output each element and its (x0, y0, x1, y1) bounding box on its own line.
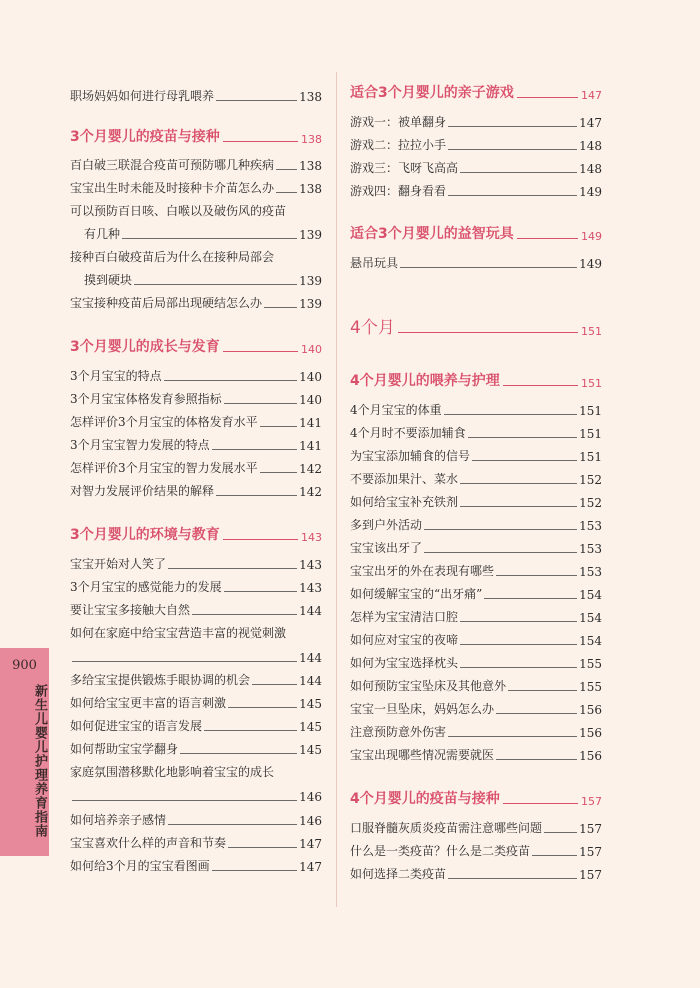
leader-line (460, 506, 577, 507)
toc-entry-line1[interactable] (70, 245, 322, 265)
leader-line (192, 614, 297, 615)
leader-line (168, 824, 297, 825)
entry-title: 如何给宝宝更丰富的语言刺激 (70, 696, 227, 710)
leader-line (517, 97, 578, 98)
chapter-title: 4个月 (350, 318, 395, 338)
entry-page: 144 (299, 651, 322, 665)
toc-entry[interactable] (70, 808, 322, 828)
entry-page: 145 (299, 697, 322, 711)
section-heading[interactable] (350, 219, 602, 243)
leader-line (216, 495, 297, 496)
entry-title: 多给宝宝提供锻炼手眼协调的机会 (70, 673, 251, 687)
entry-title: 宝宝出牙的外在表现有哪些 (350, 564, 495, 578)
section-page: 149 (581, 230, 602, 243)
entry-title: 职场妈妈如何进行母乳喂养 (70, 89, 215, 103)
leader-line (517, 238, 578, 239)
toc-entry-line2[interactable] (70, 268, 322, 288)
leader-line (496, 575, 577, 576)
entry-page: 152 (579, 473, 602, 487)
leader-line (444, 414, 577, 415)
section-title: 适合3个月婴儿的益智玩具 (350, 226, 514, 242)
leader-line (168, 568, 297, 569)
section-title: 适合3个月婴儿的亲子游戏 (350, 85, 514, 101)
entry-title: 游戏三：飞呀飞高高 (350, 161, 459, 175)
toc-entry[interactable] (70, 598, 322, 618)
entry-title: 对智力发展评价结果的解释 (70, 484, 215, 498)
toc-entry[interactable] (350, 628, 602, 648)
entry-page: 138 (299, 182, 322, 196)
entry-page: 156 (579, 749, 602, 763)
toc-entry[interactable] (70, 737, 322, 757)
section-page: 143 (301, 531, 322, 544)
toc-entry[interactable] (70, 364, 322, 384)
entry-page: 144 (299, 674, 322, 688)
leader-line (264, 307, 297, 308)
leader-line (224, 403, 297, 404)
entry-title: 如何选择二类疫苗 (350, 867, 447, 881)
entry-page: 153 (579, 542, 602, 556)
leader-line (468, 437, 577, 438)
toc-entry[interactable] (350, 559, 602, 579)
entry-page: 142 (299, 462, 322, 476)
entry-title: 怎样评价3个月宝宝的体格发育水平 (70, 415, 258, 429)
toc-entry[interactable] (70, 433, 322, 453)
toc-entry-line2[interactable] (70, 645, 322, 665)
toc-entry[interactable] (350, 156, 602, 176)
entry-title: 有几种 (84, 227, 121, 241)
entry-title: 3个月宝宝的特点 (70, 369, 162, 383)
entry-title: 宝宝接种疫苗后局部出现硬结怎么办 (70, 296, 263, 310)
entry-title: 游戏四：翻身看看 (350, 184, 447, 198)
leader-line (204, 730, 297, 731)
entry-title: 3个月宝宝智力发展的特点 (70, 438, 210, 452)
entry-title: 如何帮助宝宝学翻身 (70, 742, 179, 756)
toc-entry[interactable] (350, 816, 602, 836)
entry-title: 如何给宝宝补充铁剂 (350, 495, 459, 509)
toc-entry[interactable] (350, 605, 602, 625)
leader-line (508, 690, 577, 691)
section-title: 4个月婴儿的疫苗与接种 (350, 791, 500, 807)
entry-title: 悬吊玩具 (350, 256, 399, 270)
entry-title: 为宝宝添加辅食的信号 (350, 449, 471, 463)
entry-page: 154 (579, 588, 602, 602)
entry-page: 151 (579, 427, 602, 441)
leader-line (448, 126, 577, 127)
toc-entry[interactable] (350, 421, 602, 441)
section-page: 140 (301, 343, 322, 356)
entry-page: 138 (299, 90, 322, 104)
toc-entry[interactable] (70, 456, 322, 476)
section-page: 151 (581, 377, 602, 390)
entry-page: 157 (579, 845, 602, 859)
entry-title: 游戏一：被单翻身 (350, 115, 447, 129)
leader-line (260, 472, 297, 473)
entry-title: 可以预防百日咳、白喉以及破伤风的疫苗 (70, 204, 287, 218)
leader-line (72, 661, 297, 662)
entry-page: 149 (579, 185, 602, 199)
leader-line (460, 667, 577, 668)
toc-entry-line1[interactable] (70, 199, 322, 219)
section-title: 3个月婴儿的成长与发育 (70, 339, 220, 355)
entry-title: 如何在家庭中给宝宝营造丰富的视觉刺激 (70, 626, 287, 640)
toc-entry[interactable] (350, 720, 602, 740)
section-title: 3个月婴儿的环境与教育 (70, 527, 220, 543)
entry-title: 如何缓解宝宝的“出牙痛” (350, 587, 483, 601)
toc-entry[interactable] (70, 831, 322, 851)
entry-title: 注意预防意外伤害 (350, 725, 447, 739)
leader-line (164, 380, 297, 381)
entry-title: 游戏二：拉拉小手 (350, 138, 447, 152)
entry-title: 要让宝宝多接触大自然 (70, 603, 191, 617)
entry-title: 如何给3个月的宝宝看图画 (70, 859, 210, 873)
side-tab (0, 648, 49, 856)
leader-line (544, 832, 577, 833)
leader-line (532, 855, 577, 856)
entry-page: 147 (579, 116, 602, 130)
entry-page: 157 (579, 822, 602, 836)
entry-title: 宝宝出生时未能及时接种卡介苗怎么办 (70, 181, 275, 195)
entry-title: 家庭氛围潜移默化地影响着宝宝的成长 (70, 765, 275, 779)
entry-page: 145 (299, 743, 322, 757)
leader-line (276, 169, 297, 170)
entry-page: 149 (579, 257, 602, 271)
leader-line (122, 238, 297, 239)
entry-title: 口服脊髓灰质炎疫苗需注意哪些问题 (350, 821, 543, 835)
entry-page: 139 (299, 274, 322, 288)
leader-line (398, 332, 578, 333)
leader-line (212, 449, 297, 450)
toc-entry[interactable] (70, 479, 322, 499)
entry-title: 3个月宝宝的感觉能力的发展 (70, 580, 222, 594)
section-title: 4个月婴儿的喂养与护理 (350, 373, 500, 389)
toc-entry-line2[interactable] (70, 222, 322, 242)
leader-line (460, 483, 577, 484)
leader-line (472, 460, 577, 461)
chapter-heading[interactable] (350, 310, 602, 338)
leader-line (448, 878, 577, 879)
leader-line (448, 149, 577, 150)
entry-page: 145 (299, 720, 322, 734)
toc-entry[interactable] (350, 251, 602, 271)
toc-entry[interactable] (70, 552, 322, 572)
toc-entry[interactable] (70, 387, 322, 407)
leader-line (228, 847, 297, 848)
entry-title: 如何培养亲子感情 (70, 813, 167, 827)
book-title: 新生儿婴儿护理养育指南 (32, 684, 47, 838)
entry-page: 142 (299, 485, 322, 499)
entry-page: 147 (299, 837, 322, 851)
toc-entry[interactable] (70, 854, 322, 874)
section-heading[interactable] (350, 78, 602, 102)
toc-entry-line1[interactable] (70, 621, 322, 641)
section-title: 3个月婴儿的疫苗与接种 (70, 129, 220, 145)
leader-line (484, 598, 577, 599)
leader-line (228, 707, 297, 708)
toc-entry[interactable] (350, 490, 602, 510)
entry-page: 138 (299, 159, 322, 173)
leader-line (276, 192, 297, 193)
toc-entry[interactable] (350, 179, 602, 199)
entry-title: 怎样为宝宝清洁口腔 (350, 610, 459, 624)
leader-line (134, 284, 297, 285)
entry-title: 宝宝该出牙了 (350, 541, 423, 555)
leader-line (212, 870, 297, 871)
section-heading[interactable] (70, 332, 322, 356)
leader-line (224, 591, 297, 592)
toc-entry[interactable] (70, 575, 322, 595)
section-heading[interactable] (350, 784, 602, 808)
entry-title: 如何促进宝宝的语言发展 (70, 719, 203, 733)
column-divider (336, 72, 337, 907)
toc-entry[interactable] (350, 444, 602, 464)
leader-line (400, 267, 577, 268)
leader-line (460, 172, 577, 173)
toc-entry[interactable] (350, 651, 602, 671)
leader-line (448, 736, 577, 737)
toc-entry[interactable] (70, 84, 322, 104)
leader-line (223, 141, 298, 142)
entry-title: 如何预防宝宝坠床及其他意外 (350, 679, 507, 693)
toc-entry[interactable] (350, 536, 602, 556)
entry-title: 如何应对宝宝的夜啼 (350, 633, 459, 647)
toc-entry[interactable] (70, 176, 322, 196)
entry-page: 143 (299, 581, 322, 595)
entry-title: 如何为宝宝选择枕头 (350, 656, 459, 670)
leader-line (503, 803, 578, 804)
entry-title: 宝宝出现哪些情况需要就医 (350, 748, 495, 762)
leader-line (460, 621, 577, 622)
entry-page: 147 (299, 860, 322, 874)
entry-page: 155 (579, 680, 602, 694)
page-number: 900 (12, 658, 37, 673)
entry-title: 百白破三联混合疫苗可预防哪几种疾病 (70, 158, 275, 172)
entry-page: 154 (579, 611, 602, 625)
entry-page: 153 (579, 519, 602, 533)
chapter-page: 151 (581, 325, 602, 338)
entry-title: 4个月时不要添加辅食 (350, 426, 466, 440)
section-page: 147 (581, 89, 602, 102)
leader-line (72, 800, 297, 801)
leader-line (460, 644, 577, 645)
entry-title: 什么是一类疫苗？什么是二类疫苗 (350, 844, 531, 858)
entry-title: 宝宝喜欢什么样的声音和节奏 (70, 836, 227, 850)
leader-line (180, 753, 297, 754)
entry-page: 152 (579, 496, 602, 510)
entry-page: 157 (579, 868, 602, 882)
toc-entry[interactable] (70, 668, 322, 688)
toc-entry-line1[interactable] (70, 760, 322, 780)
leader-line (252, 684, 297, 685)
leader-line (496, 713, 577, 714)
toc-entry[interactable] (350, 513, 602, 533)
entry-title: 3个月宝宝体格发育参照指标 (70, 392, 222, 406)
entry-page: 144 (299, 604, 322, 618)
toc-entry[interactable] (350, 467, 602, 487)
leader-line (424, 552, 577, 553)
entry-page: 141 (299, 439, 322, 453)
leader-line (496, 759, 577, 760)
entry-page: 153 (579, 565, 602, 579)
toc-entry-line2[interactable] (70, 784, 322, 804)
leader-line (503, 385, 578, 386)
entry-page: 151 (579, 404, 602, 418)
entry-title: 摸到硬块 (84, 273, 133, 287)
leader-line (223, 351, 298, 352)
entry-page: 139 (299, 228, 322, 242)
entry-title: 宝宝开始对人笑了 (70, 557, 167, 571)
toc-entry[interactable] (350, 398, 602, 418)
entry-page: 146 (299, 814, 322, 828)
entry-title: 宝宝一旦坠床，妈妈怎么办 (350, 702, 495, 716)
toc-entry[interactable] (350, 674, 602, 694)
toc-entry[interactable] (350, 862, 602, 882)
toc-entry[interactable] (350, 133, 602, 153)
entry-title: 不要添加果汁、菜水 (350, 472, 459, 486)
entry-page: 143 (299, 558, 322, 572)
entry-title: 4个月宝宝的体重 (350, 403, 442, 417)
toc-entry[interactable] (70, 691, 322, 711)
entry-page: 146 (299, 790, 322, 804)
entry-page: 155 (579, 657, 602, 671)
entry-page: 148 (579, 139, 602, 153)
toc-entry[interactable] (70, 714, 322, 734)
entry-page: 154 (579, 634, 602, 648)
toc-entry[interactable] (70, 291, 322, 311)
entry-title: 怎样评价3个月宝宝的智力发展水平 (70, 461, 258, 475)
leader-line (216, 100, 297, 101)
toc-entry[interactable] (350, 697, 602, 717)
toc-entry[interactable] (350, 743, 602, 763)
entry-page: 140 (299, 393, 322, 407)
entry-page: 139 (299, 297, 322, 311)
entry-title: 多到户外活动 (350, 518, 423, 532)
section-heading[interactable] (350, 366, 602, 390)
entry-page: 140 (299, 370, 322, 384)
entry-page: 156 (579, 703, 602, 717)
entry-page: 148 (579, 162, 602, 176)
leader-line (448, 195, 577, 196)
entry-page: 141 (299, 416, 322, 430)
leader-line (260, 426, 297, 427)
section-page: 157 (581, 795, 602, 808)
toc-entry[interactable] (350, 110, 602, 130)
toc-entry[interactable] (70, 153, 322, 173)
toc-entry[interactable] (350, 839, 602, 859)
toc-entry[interactable] (350, 582, 602, 602)
section-heading[interactable] (70, 520, 322, 544)
leader-line (424, 529, 577, 530)
section-heading[interactable] (70, 122, 322, 146)
section-page: 138 (301, 133, 322, 146)
entry-title: 接种百白破疫苗后为什么在接种局部会 (70, 250, 275, 264)
leader-line (223, 539, 298, 540)
toc-entry[interactable] (70, 410, 322, 430)
entry-page: 156 (579, 726, 602, 740)
entry-page: 151 (579, 450, 602, 464)
